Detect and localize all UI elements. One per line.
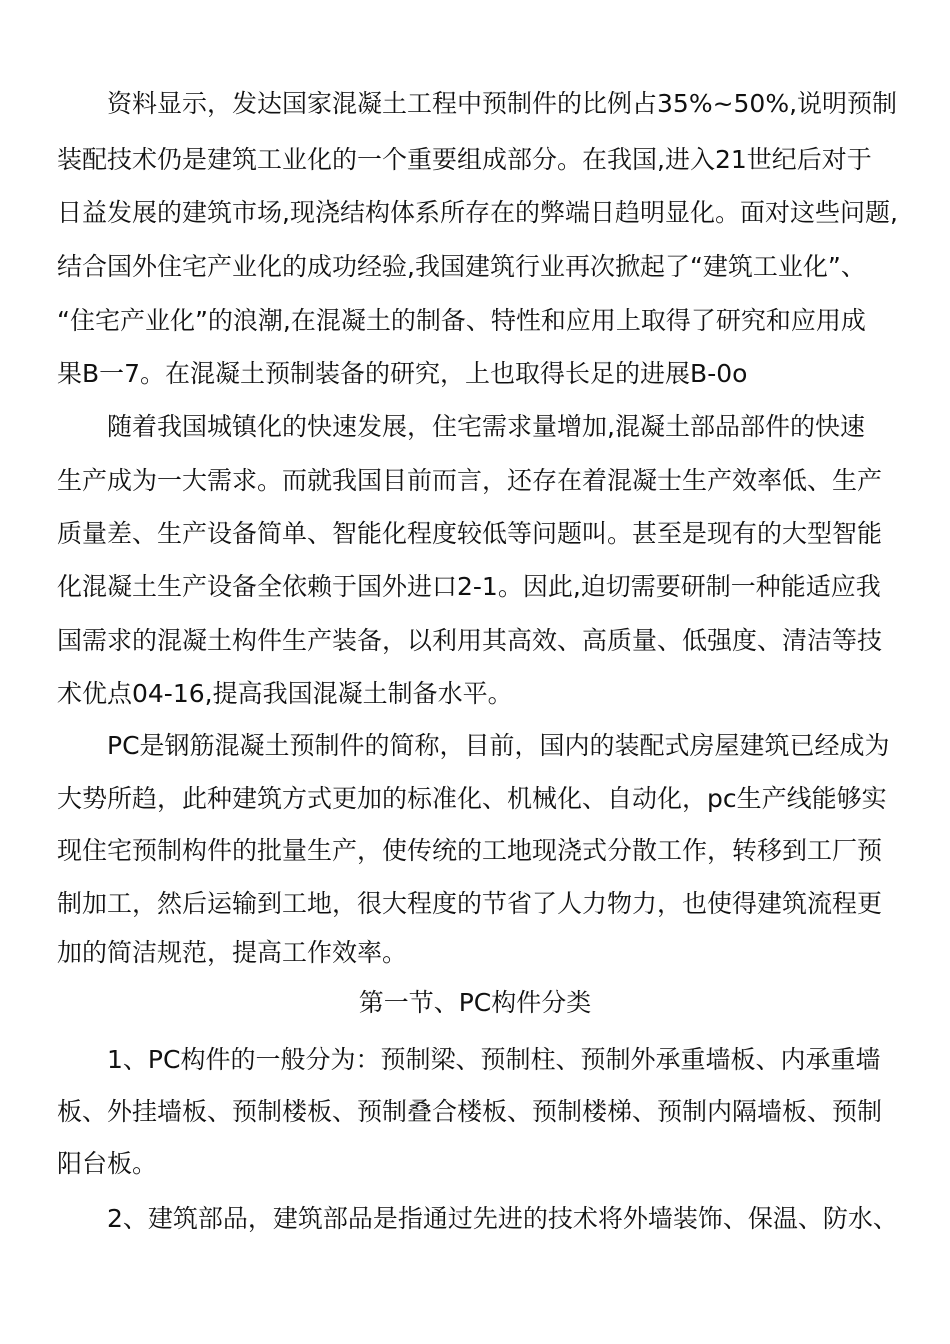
text-line: 现住宅预制构件的批量生产，使传统的工地现浇式分散工作，转移到工厂预 [57,836,883,865]
text-line: 生产成为一大需求。而就我国目前而言，还存在着混凝士生产效率低、生产 [57,466,883,495]
text-line: 术优点04-16,提高我国混凝土制备水平。 [57,679,513,708]
text-line: 随着我国城镇化的快速发展，住宅需求量增加,混凝土部品部件的快速 [107,412,865,441]
text-line: 板、外挂墙板、预制楼板、预制叠合楼板、预制楼梯、预制内隔墙板、预制 [57,1097,883,1126]
text-line: 化混凝土生产设备全依赖于国外进口2-1。因此,迫切需要研制一种能适应我 [57,572,881,601]
text-line: 结合国外住宅产业化的成功经验,我国建筑行业再次掀起了“建筑工业化”、 [57,252,866,281]
text-line: 阳台板。 [57,1149,158,1178]
text-line: 果B一7。在混凝土预制装备的研究，上也取得长足的进展B-0o [57,359,748,388]
section-heading: 第一节、PC构件分类 [358,988,592,1017]
text-line: 制加工，然后运输到工地，很大程度的节省了人力物力，也使得建筑流程更 [57,889,883,918]
text-line: 2、建筑部品，建筑部品是指通过先进的技术将外墙装饰、保温、防水、 [107,1204,898,1233]
text-line: PC是钢筋混凝土预制件的简称，目前，国内的装配式房屋建筑已经成为 [107,731,890,760]
text-line: 国需求的混凝土构件生产装备，以利用其高效、高质量、低强度、清洁等技 [57,626,883,655]
text-line: 1、PC构件的一般分为：预制梁、预制柱、预制外承重墙板、内承重墙 [107,1045,881,1074]
text-line: 资料显示，发达国家混凝土工程中预制件的比例占35%~50%,说明预制 [107,89,898,118]
text-line: “住宅产业化”的浪潮,在混凝土的制备、特性和应用上取得了研究和应用成 [57,306,866,335]
text-line: 大势所趋，此种建筑方式更加的标准化、机械化、自动化，pc生产线能够实 [57,784,887,813]
text-line: 质量差、生产设备简单、智能化程度较低等问题叫。甚至是现有的大型智能 [57,519,883,548]
text-line: 加的简洁规范，提高工作效率。 [57,938,408,967]
text-line: 日益发展的建筑市场,现浇结构体系所存在的弊端日趋明显化。面对这些问题, [57,198,898,227]
text-line: 装配技术仍是建筑工业化的一个重要组成部分。在我国,进入21世纪后对于 [57,145,872,174]
